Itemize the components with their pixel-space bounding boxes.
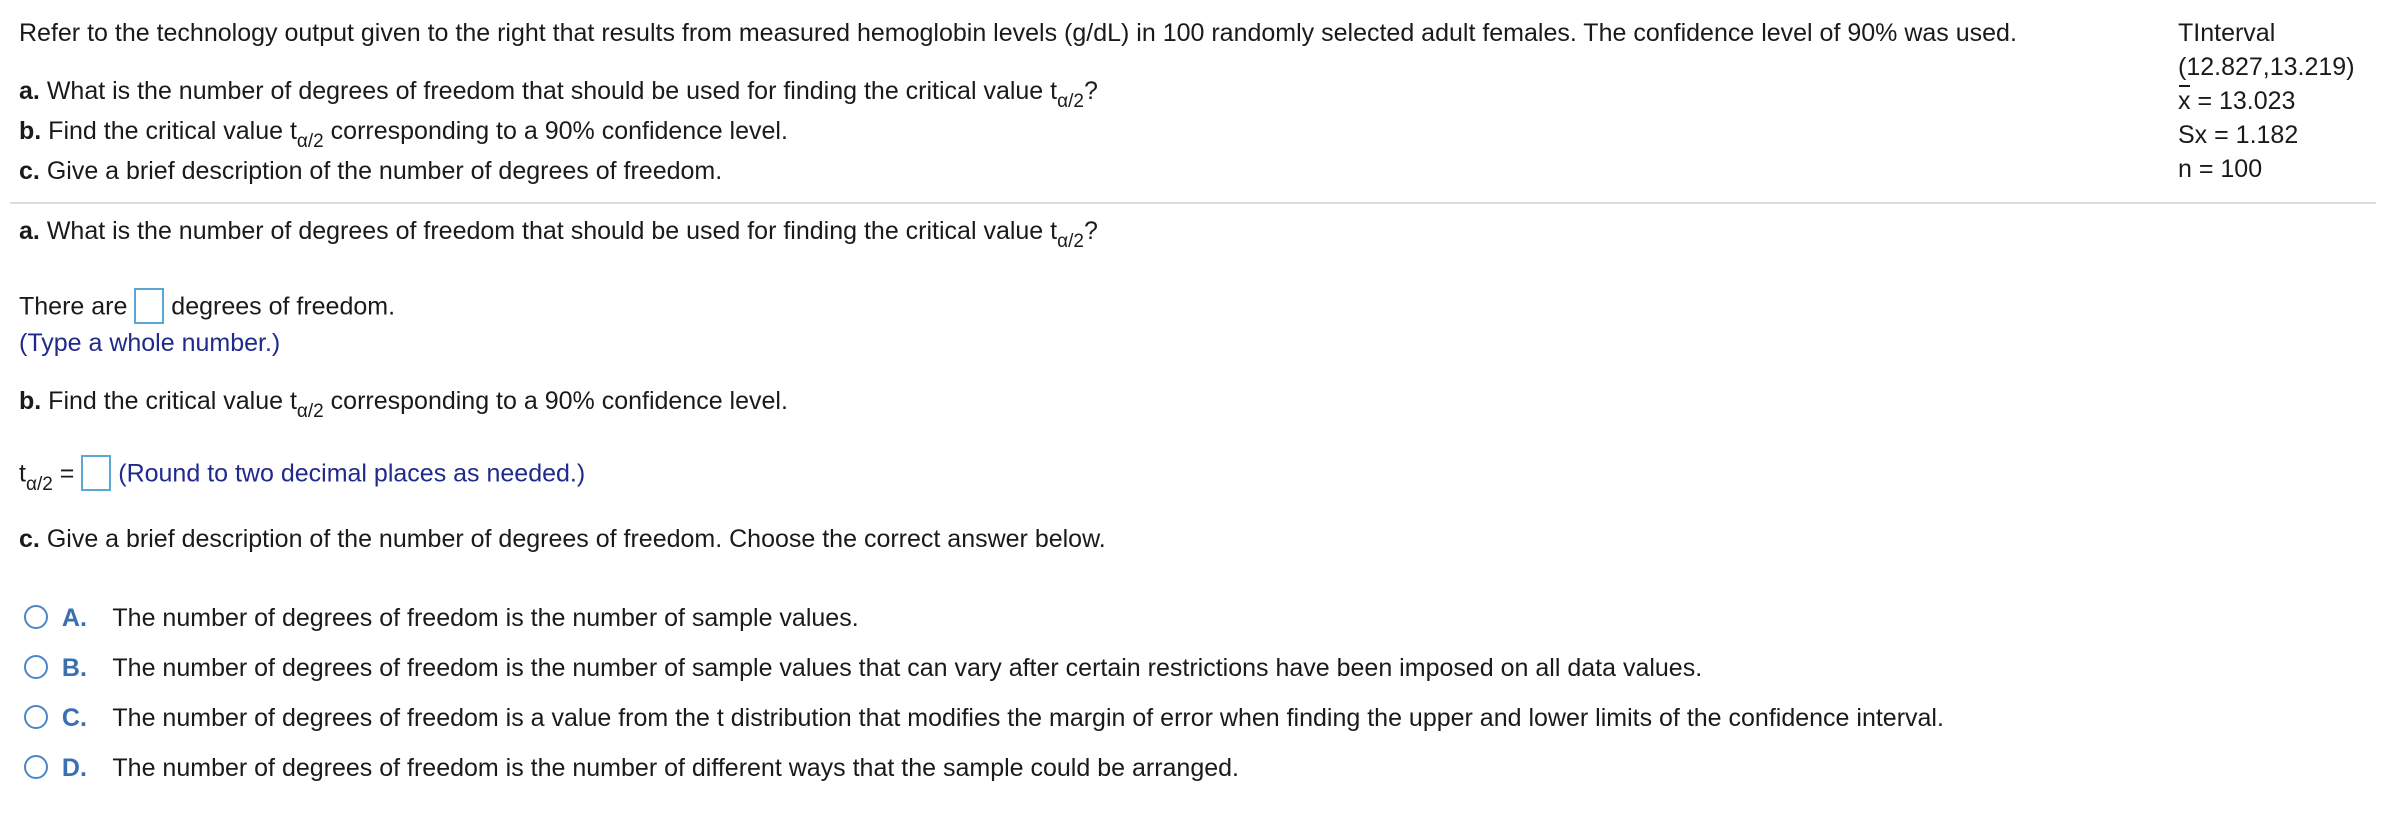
option-c[interactable] <box>24 703 1944 733</box>
output-xbar <box>2178 84 2355 118</box>
option-b[interactable] <box>24 653 1702 683</box>
option-d-text: The number of degrees of freedom is the number of different ways that the sample could be arranged. <box>112 754 1239 782</box>
intro-text: Refer to the technology output given to the right that results from measured hemoglobin levels (g/dL) in 100 randomly selected adult females. The confidence level of 90% was used. <box>19 19 2017 47</box>
part-a-prefix: There are <box>19 292 128 321</box>
intro-question-c <box>19 156 722 186</box>
part-b-answer-line <box>19 457 585 493</box>
part-a-label: a. <box>19 217 40 245</box>
output-n: n = 100 <box>2178 155 2263 183</box>
output-sx: Sx = 1.182 <box>2178 121 2299 149</box>
option-d-radio[interactable] <box>24 755 48 779</box>
part-c-text: Give a brief description of the number of degrees of freedom. Choose the correct answer below. <box>46 525 1106 553</box>
intro-qb-end: corresponding to a 90% confidence level. <box>323 117 788 145</box>
xbar-symbol: x <box>2178 84 2191 118</box>
option-a-radio[interactable] <box>24 605 48 629</box>
part-b-lhs-t: t <box>19 459 26 488</box>
part-b-end: corresponding to a 90% confidence level. <box>323 387 788 415</box>
critical-value-input[interactable] <box>81 455 111 491</box>
option-d[interactable] <box>24 753 1239 783</box>
degrees-of-freedom-input[interactable] <box>134 288 164 324</box>
output-title: TInterval <box>2178 19 2276 47</box>
part-b-question <box>19 386 788 422</box>
option-c-letter: C. <box>61 704 87 732</box>
part-a-text: What is the number of degrees of freedom that should be used for finding the critical value t <box>46 217 1058 245</box>
option-a-letter: A. <box>61 604 87 632</box>
option-a[interactable] <box>24 603 859 633</box>
part-a-question <box>19 216 1098 252</box>
part-b-equals: = <box>52 459 75 488</box>
part-b-hint: (Round to two decimal places as needed.) <box>118 459 586 488</box>
intro-qc-text: Give a brief description of the number of degrees of freedom. <box>46 157 723 185</box>
option-c-text: The number of degrees of freedom is a value from the t distribution that modifies the margin of error when finding the upper and lower limits of the confidence interval. <box>112 704 1944 732</box>
part-a-answer-line <box>19 290 395 326</box>
option-b-letter: B. <box>61 654 87 682</box>
intro-qb-label: b. <box>19 117 42 145</box>
xbar-value: = 13.023 <box>2190 87 2296 115</box>
output-interval: (12.827,13.219) <box>2178 53 2355 81</box>
intro-qb-sub: α/2 <box>296 131 324 152</box>
intro-qa-sub: α/2 <box>1057 91 1084 112</box>
option-c-radio[interactable] <box>24 705 48 729</box>
intro-qc-label: c. <box>19 157 40 185</box>
part-b-text: Find the critical value t <box>48 387 297 415</box>
intro-question-b <box>19 116 788 152</box>
part-c-label: c. <box>19 525 40 553</box>
part-b-sub: α/2 <box>296 401 324 422</box>
part-a-end: ? <box>1083 217 1098 245</box>
technology-output <box>2178 16 2355 186</box>
part-b-label: b. <box>19 387 42 415</box>
option-b-text: The number of degrees of freedom is the number of sample values that can vary after certain restrictions have been imposed on all data values. <box>112 654 1703 682</box>
part-a-suffix: degrees of freedom. <box>171 292 396 321</box>
part-b-lhs-sub: α/2 <box>25 473 53 495</box>
intro-question-a <box>19 76 1098 112</box>
option-a-text: The number of degrees of freedom is the number of sample values. <box>112 604 859 632</box>
option-b-radio[interactable] <box>24 655 48 679</box>
section-divider <box>10 202 2376 204</box>
intro-qa-label: a. <box>19 77 40 105</box>
part-c-question <box>19 524 1106 554</box>
option-d-letter: D. <box>61 754 87 782</box>
intro-qb-text: Find the critical value t <box>48 117 297 145</box>
intro-qa-end: ? <box>1083 77 1098 105</box>
part-a-sub: α/2 <box>1057 231 1084 252</box>
intro-qa-text: What is the number of degrees of freedom that should be used for finding the critical value t <box>46 77 1058 105</box>
part-a-hint: (Type a whole number.) <box>19 329 281 357</box>
